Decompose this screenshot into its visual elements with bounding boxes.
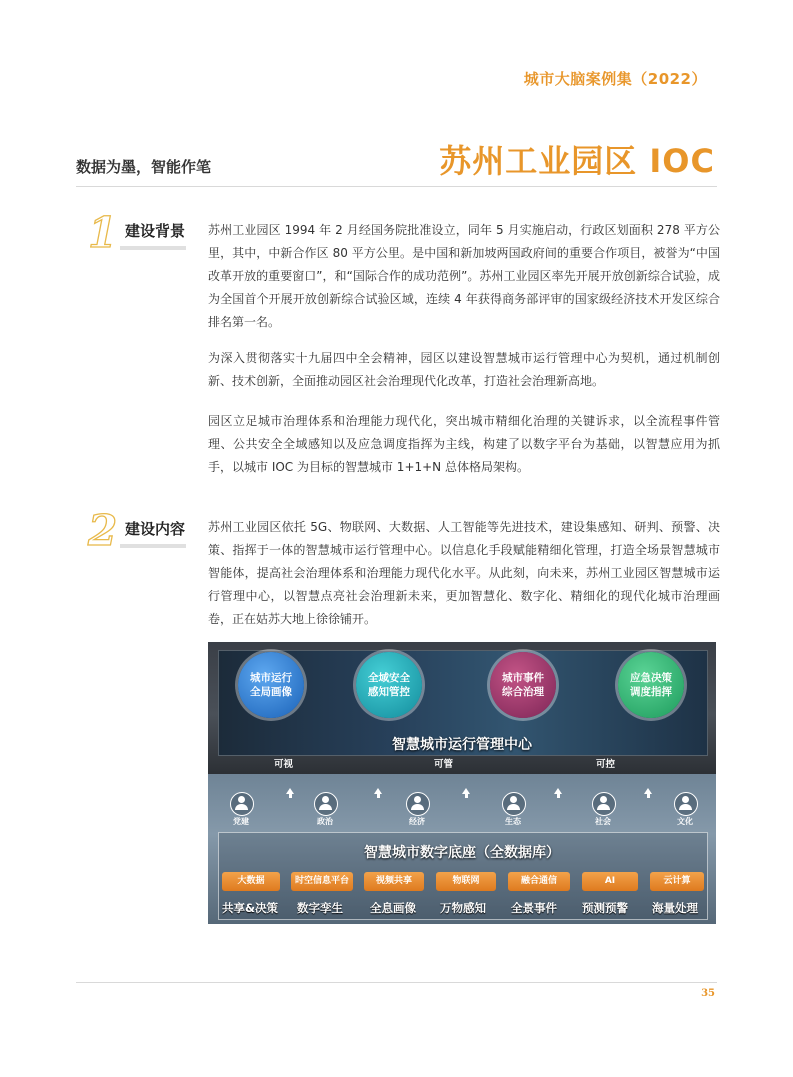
icon-label: 社会	[595, 817, 611, 826]
tech-pill: 视频共享	[364, 872, 424, 891]
arrow-up-icon	[554, 788, 562, 794]
paragraph: 园区立足城市治理体系和治理能力现代化，突出城市精细化治理的关键诉求，以全流程事件管理、公共安全全域感知以及应急调度指挥为主线，构建了以数字平台为基础，以智慧应用为抓手，以城市 IOC 为目标的智慧城市 1+1+N 总体格局架构。	[208, 414, 720, 474]
society-icon	[592, 792, 616, 816]
arrow-up-icon	[644, 788, 652, 794]
section-heading-content	[88, 506, 198, 562]
culture-icon	[674, 792, 698, 816]
icon-label: 党建	[233, 817, 249, 826]
capability-circle: 城市运行 全局画像	[238, 652, 304, 718]
ecology-icon	[502, 792, 526, 816]
icon-label: 文化	[677, 817, 693, 826]
section-label: 建设内容	[125, 520, 186, 538]
screen-label: 可管	[434, 759, 454, 770]
tech-pill: 时空信息平台	[291, 872, 353, 891]
capability-circle: 全域安全 感知管控	[356, 652, 422, 718]
economy-icon	[406, 792, 430, 816]
politics-icon	[314, 792, 338, 816]
screen-label: 可视	[274, 759, 294, 770]
section-number: 2	[88, 506, 118, 555]
page-number: 35	[701, 988, 715, 999]
capability-caption: 预测预警	[582, 901, 628, 915]
icon-label: 政治	[317, 817, 333, 826]
section-heading-background	[88, 208, 198, 264]
base-title: 智慧城市数字底座（全数据库）	[364, 845, 560, 861]
capability-caption: 共享&决策	[222, 901, 279, 915]
paragraph: 为深入贯彻落实十九届四中全会精神，园区以建设智慧城市运行管理中心为契机，通过机制创新、技术创新，全面推动园区社会治理现代化改革，打造社会治理新高地。	[208, 351, 720, 388]
capability-caption: 全息画像	[370, 901, 416, 915]
section-underline	[120, 246, 186, 250]
center-title: 智慧城市运行管理中心	[392, 737, 532, 753]
tech-pill: 大数据	[222, 872, 280, 891]
tech-pill: 物联网	[436, 872, 496, 891]
header-divider	[76, 186, 717, 187]
book-title: 城市大脑案例集（2022）	[523, 70, 707, 88]
paragraph: 苏州工业园区依托 5G、物联网、大数据、人工智能等先进技术，建设集感知、研判、预警、决策、指挥于一体的智慧城市运行管理中心。以信息化手段赋能精细化管理，打造全场景智慧城市智能体，提高社会治理体系和治理能力现代化水平。从此刻，向未来，苏州工业园区智慧城市运行管理中心，以智慧点亮社会治理新未来，更加智慧化、数字化、精细化的现代化城市治理画卷，正在姑苏大地上徐徐铺开。	[208, 520, 720, 626]
icon-label: 生态	[505, 817, 521, 826]
arrow-up-icon	[374, 788, 382, 794]
section-underline	[120, 544, 186, 548]
capability-circle: 应急决策 调度指挥	[618, 652, 684, 718]
capability-caption: 全景事件	[511, 901, 557, 915]
tech-pill: 云计算	[650, 872, 704, 891]
paragraph: 苏州工业园区 1994 年 2 月经国务院批准设立，同年 5 月实施启动，行政区划面积 278 平方公里，其中，中新合作区 80 平方公里。是中国和新加坡两国政府间的重要合作项目，被誉为“中国改革开放的重要窗口”，和“国际合作的成功范例”。苏州工业园区率先开展开放创新综合试验，成为全国首个开展开放创新综合试验区域，连续 4 年获得商务部评审的国家级经济技术开发区综合排名第一名。	[208, 223, 720, 329]
case-title: 苏州工业园区 IOC	[439, 142, 715, 180]
capability-caption: 数字孪生	[297, 901, 343, 915]
section-label: 建设背景	[125, 222, 186, 240]
screen-label: 可控	[596, 759, 616, 770]
capability-circle: 城市事件 综合治理	[490, 652, 556, 718]
capability-caption: 万物感知	[440, 901, 486, 915]
tech-pill: AI	[582, 872, 638, 891]
page-subtitle: 数据为墨，智能作笔	[76, 158, 212, 176]
tech-pill: 融合通信	[508, 872, 570, 891]
ioc-architecture-figure	[208, 642, 716, 924]
capability-caption: 海量处理	[652, 901, 698, 915]
arrow-up-icon	[462, 788, 470, 794]
dangjian-icon	[230, 792, 254, 816]
arrow-up-icon	[286, 788, 294, 794]
footer-divider	[76, 982, 717, 983]
icon-label: 经济	[409, 817, 425, 826]
section-number: 1	[88, 208, 118, 257]
